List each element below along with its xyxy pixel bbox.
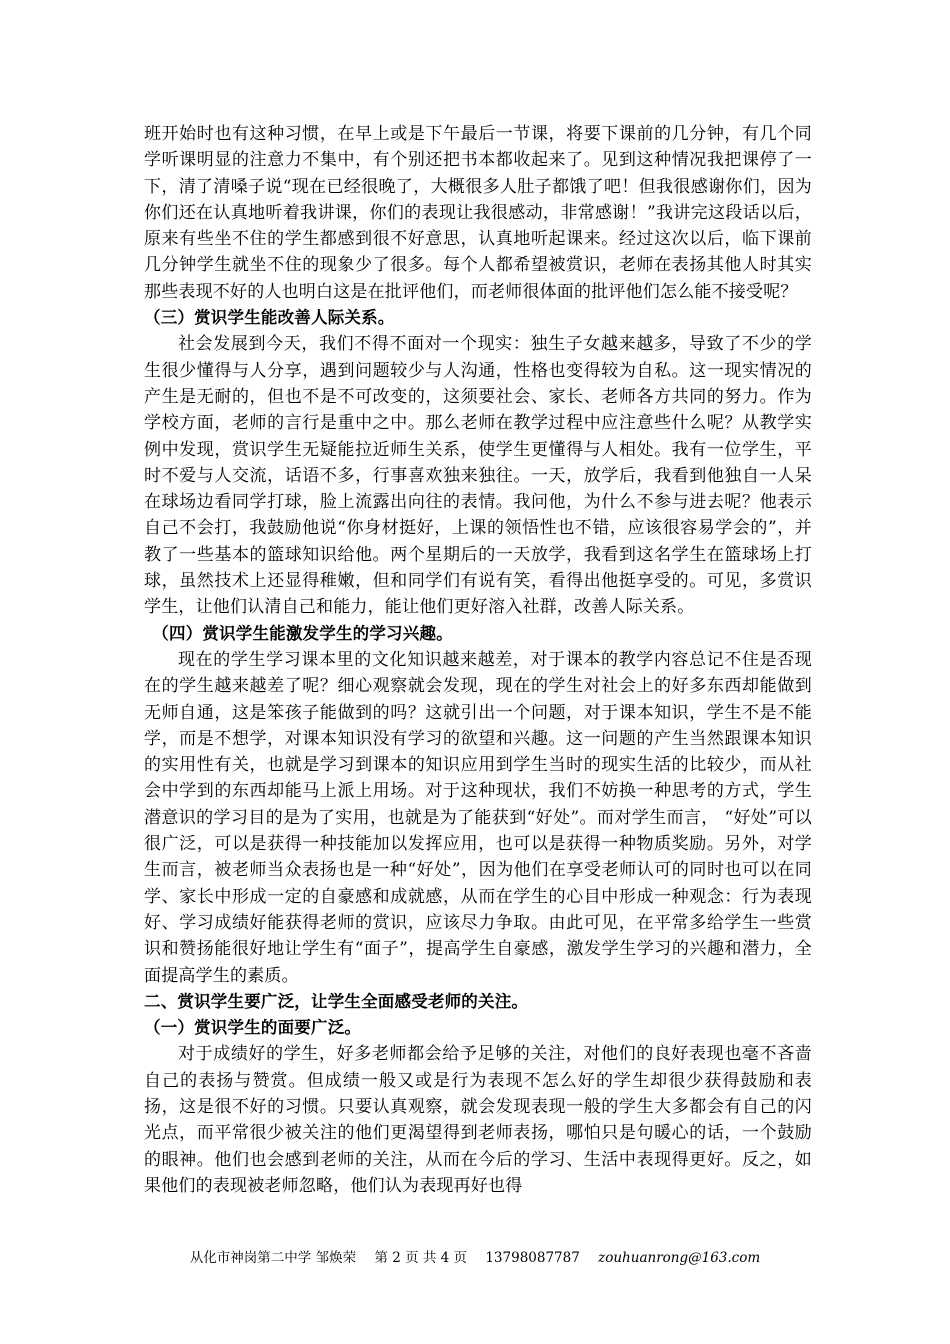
footer-page-info: 第 2 页 共 4 页 [374, 1250, 468, 1266]
paragraph-intro: 班开始时也有这种习惯，在早上或是下午最后一节课，将要下课前的几分钟，有几个同学听课明显的注意力不集中，有个别还把书本都收起来了。见到这种情况我把课停了一下，清了清嗓子说“现在已经很晚了，大概很多人肚子都饿了吧！但我很感谢你们，因为你们还在认真地听着我讲课，你们的表现让我很感动，非常感谢！”我讲完这段话以后，原来有些坐不住的学生都感到很不好意思，认真地听起课来。经过这次以后，临下课前几分钟学生就坐不住的现象少了很多。每个人都希望被赏识，老师在表扬其他人时其实那些表现不好的人也明白这是在批评他们，而老师很体面的批评他们怎么能不接受呢？ [144, 124, 812, 302]
body-text [144, 121, 812, 1199]
paragraph-two-1: 对于成绩好的学生，好多老师都会给予足够的关注，对他们的良好表现也毫不吝啬自己的表扬与赞赏。但成绩一般又或是行为表现不怎么好的学生却很少获得鼓励和表扬，这是很不好的习惯。只要认真观察，就会发现表现一般的学生大多都会有自己的闪光点，而平常很少被关注的他们更渴望得到老师表扬，哪怕只是句暖心的话，一个鼓励的眼神。他们也会感到老师的关注，从而在今后的学习、生活中表现得更好。反之，如果他们的表现被老师忽略，他们认为表现再好也得 [144, 1044, 812, 1196]
section-heading-3: （三）赏识学生能改善人际关系。 [144, 308, 395, 328]
section-heading-4: （四）赏识学生能激发学生的学习兴趣。 [152, 623, 453, 643]
page-footer [0, 1246, 950, 1266]
section-heading-two-1: （一）赏识学生的面要广泛。 [144, 1018, 362, 1038]
paragraph-3: 社会发展到今天，我们不得不面对一个现实：独生子女越来越多，导致了不少的学生很少懂得与人分享，遇到问题较少与人沟通，性格也变得较为自私。这一现实情况的产生是无耐的，但也不是不可改变的，这须要社会、家长、老师各方共同的努力。作为学校方面，老师的言行是重中之中。那么老师在教学过程中应注意些什么呢？从教学实例中发现，赏识学生无疑能拉近师生关系，使学生更懂得与人相处。我有一位学生，平时不爱与人交流，话语不多，行事喜欢独来独往。一天，放学后，我看到他独自一人呆在球场边看同学打球，脸上流露出向往的表情。我问他，为什么不参与进去呢？他表示自己不会打，我鼓励他说“你身材挺好，上课的领悟性也不错，应该很容易学会的”，并教了一些基本的篮球知识给他。两个星期后的一天放学，我看到这名学生在篮球场上打球，虽然技术上还显得稚嫩，但和同学们有说有笑，看得出他挺享受的。可见，多赏识学生，让他们认清自己和能力，能让他们更好溶入社群，改善人际关系。 [144, 334, 812, 618]
footer-email: zouhuanrong@163.com [598, 1250, 761, 1266]
paragraph-4: 现在的学生学习课本里的文化知识越来越差，对于课本的教学内容总记不住是否现在的学生越来越差了呢？细心观察就会发现，现在的学生对社会上的好多东西却能做到无师自通，这是笨孩子能做到的吗？这就引出一个问题，对于课本知识，学生不是不能学，而是不想学，对课本知识没有学习的欲望和兴趣。这一问题的产生当然跟课本知识的实用性有关，也就是学习到课本的知识应用到学生当时的现实生活的比较少，而从社会中学到的东西却能马上派上用场。对于这种现状，我们不妨换一种思考的方式，学生潜意识的学习目的是为了实用，也就是为了能获到“好处”。而对学生而言， “好处”可以很广泛，可以是获得一种技能加以发挥应用，也可以是获得一种物质奖励。另外，对学生而言，被老师当众表扬也是一种“好处”，因为他们在享受老师认可的同时也可以在同学、家长中形成一定的自豪感和成就感，从而在学生的心目中形成一种观念：行为表现好、学习成绩好能获得老师的赏识，应该尽力争取。由此可见，在平常多给学生一些赏识和赞扬能很好地让学生有“面子”，提高学生自豪感，激发学生学习的兴趣和潜力，全面提高学生的素质。 [144, 649, 812, 986]
footer-school-author: 从化市神岗第二中学 邹焕荣 [189, 1250, 357, 1266]
chapter-heading-two: 二、赏识学生要广泛，让学生全面感受老师的关注。 [144, 991, 529, 1011]
footer-phone: 13798087787 [485, 1250, 580, 1266]
